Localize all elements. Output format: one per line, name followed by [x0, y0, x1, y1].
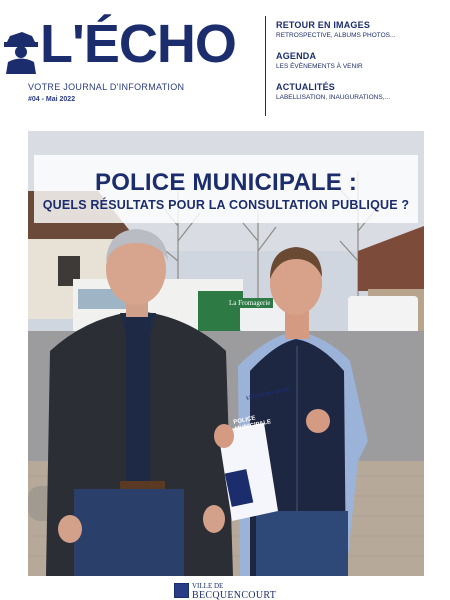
magazine-title: L'ÉCHO — [40, 14, 236, 74]
masthead — [0, 0, 450, 128]
headline-panel — [34, 155, 418, 223]
masthead-divider — [265, 16, 266, 116]
contents-item-title: RETOUR EN IMAGES — [276, 20, 371, 30]
town-crest-icon — [174, 583, 189, 598]
contents-item-actualites[interactable] — [276, 82, 446, 101]
contents-item-retour-en-images[interactable] — [276, 20, 446, 39]
cover-headline: POLICE MUNICIPALE : — [94, 169, 358, 196]
contents-item-title: AGENDA — [276, 51, 317, 61]
contents-item-title: ACTUALITÉS — [276, 82, 335, 92]
gendarme-silhouette-icon — [2, 22, 40, 74]
footer-line2: BECQUENCOURT — [192, 590, 277, 600]
shop-sign: La Fromagerie — [226, 298, 273, 308]
issue-number: #04 - Mai 2022 — [28, 96, 76, 103]
cover-photo — [28, 131, 424, 576]
contents-list — [276, 20, 446, 113]
contents-item-subtitle: RETROSPECTIVE, ALBUMS PHOTOS... — [276, 32, 396, 39]
contents-item-subtitle: LABELLISATION, INAUGURATIONS,... — [276, 94, 390, 101]
flyer-band: POLICE MUNICIPALE — [232, 415, 272, 433]
magazine-tagline: VOTRE JOURNAL D'INFORMATION — [28, 82, 185, 92]
contents-item-agenda[interactable] — [276, 51, 446, 70]
footer-line1: VILLE DE — [192, 582, 224, 590]
cover-subheadline: QUELS RÉSULTATS POUR LA CONSULTATION PUBLIQUE ? — [42, 198, 410, 212]
flyer-title: L'ÉCHO DU MAIRE — [245, 386, 291, 402]
contents-item-subtitle: LES ÉVÈNEMENTS À VENIR — [276, 63, 363, 70]
